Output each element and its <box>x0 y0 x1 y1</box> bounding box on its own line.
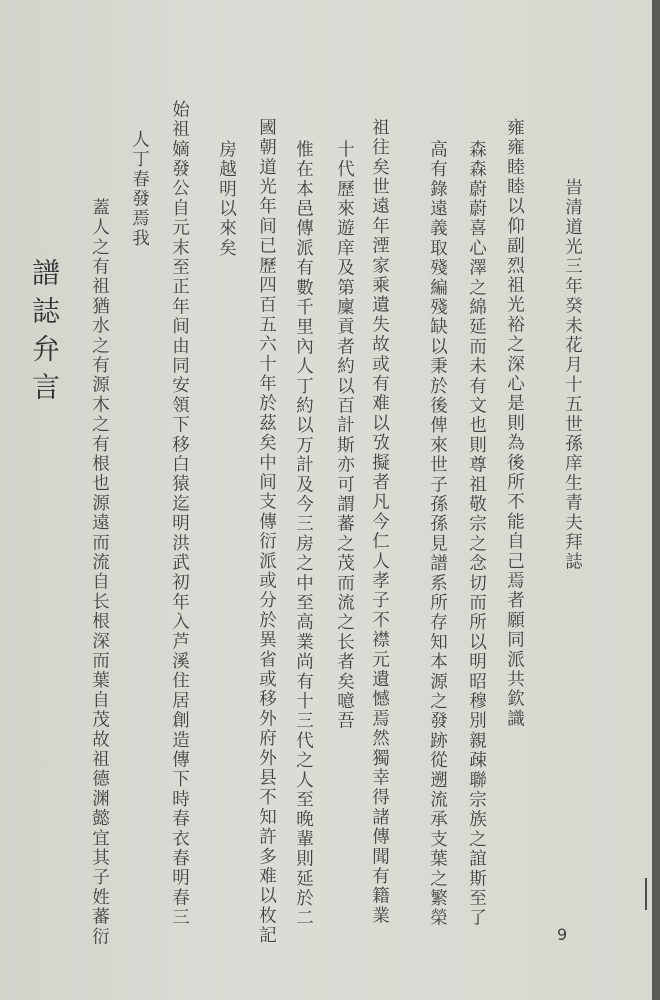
text-column-8: 國朝道光年间已歷四百五六十年於茲矣中间支傳衍派或分於異省或移外府外县不知許多难以枚記 <box>256 118 277 946</box>
text-column-11: 人丁春發焉我 <box>129 130 150 249</box>
text-column-12: 蓋人之有祖猶水之有源木之有根也源遠而流自长根深而葉自茂故祖德渊懿宜其子姓蕃衍 <box>89 198 110 947</box>
text-column-9: 房越明以來矣 <box>216 140 237 259</box>
page-edge <box>652 0 660 1000</box>
text-column-10: 始祖嫡發公自元末至正年间由同安領下移白猿迄明洪武初年入芦溪住居創造傳下時春衣春明春三 <box>169 100 190 928</box>
page-number: 9 <box>557 925 568 944</box>
text-column-2: 雍雍睦睦以仰副烈祖光裕之深心是則為後所不能自己焉者願同派共欽識 <box>504 118 525 729</box>
text-column-5: 祖往矣世遠年湮家乘遺失故或有难以攷擬者凡今仁人孝子不襟元遺憾焉然獨幸得諸傳聞有籍業 <box>369 118 390 926</box>
text-column-3: 森森蔚蔚喜心澤之綿延而未有文也則尊祖敬宗之念切而所以明昭穆別親疎聯宗族之誼斯至了 <box>466 140 487 928</box>
text-column-4: 高有錄遠義取殘編殘缺以秉於後俾來世子孫孫見譜系所存知本源之發跡從遡流承支葉之繁榮 <box>427 140 448 928</box>
text-column-6: 十代歷來遊庠及第廩貢者約以百計斯亦可謂蕃之茂而流之长者矣噫吾 <box>334 140 355 731</box>
margin-mark <box>645 878 647 910</box>
text-column-1: 旹清道光三年癸未花月十五世孫庠生青夫拜誌 <box>562 178 583 572</box>
section-title: 譜誌弁言 <box>28 258 61 410</box>
text-column-7: 惟在本邑傳派有數千里內人丁約以万計及今三房之中至高業尚有十三代之人至晚輩則延於二 <box>293 140 314 928</box>
